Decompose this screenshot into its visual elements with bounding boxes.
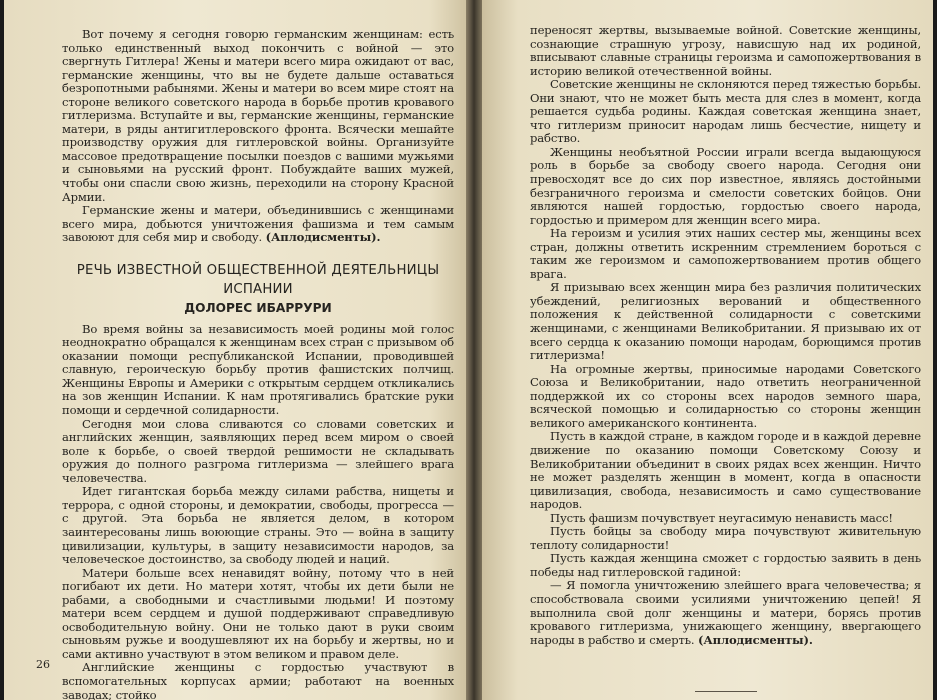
left-paragraph: Во время войны за независимость моей родины мой голос неоднократно обращался к женщинам всех стран с призывом об оказании помощи республиканской Испании, проводившей славную, героическую борьбу против фашистских полчищ. Женщины Европы и Америки с открытым сердцем откликались на зов женщин Испании. К нам протягивались братские руки помощи и сердечной солидарности. <box>62 321 454 418</box>
book-gutter <box>466 0 482 700</box>
left-paragraph <box>62 204 454 245</box>
right-page <box>482 0 933 700</box>
left-paragraph: Сегодня мои слова сливаются со словами советских и английских женщин, заявляющих перед всем миром о своей воле к борьбе, о своей твердой решимости не складывать оружия до полного разгрома гитлеризма — злейшего врага человечества. <box>62 416 454 485</box>
right-paragraph: переносят жертвы, вызываемые войной. Советские женщины, сознающие страшную угрозу, нависшую над их родиной, вписывают славные страницы героизма и самопожертвования в историю великой отечественной войны. <box>530 23 921 78</box>
right-paragraph: Женщины необъятной России играли всегда выдающуюся роль в борьбе за свободу своего народа. Сегодня они превосходят все до сих пор известное, являясь достойными безграничного героизма и смелости советских бойцов. Они являются нашей гордостью, гордостью своего народа, гордостью и примером для женщин всего мира. <box>530 144 921 227</box>
left-paragraph: Идет гигантская борьба между силами рабства, нищеты и террора, с одной стороны, и демократии, свободы, прогресса — с другой. Эта борьба не является делом, в котором заинтересованы лишь воюющие страны. Это — война в защиту цивилизации, культуры, в защиту независимости народов, за человеческое достоинство, за свободу людей и наций. <box>62 484 454 567</box>
section-divider <box>695 691 757 692</box>
right-paragraph: Пусть в каждой стране, в каждом городе и в каждой деревне движение по оказанию помощи Советскому Союзу и Великобритании объединит в своих рядах всех женщин. Ничто не может разделять женщин в момент, когда в опасности цивилизация, свобода, независимость и само существование народов. <box>530 429 921 512</box>
right-paragraph: На героизм и усилия этих наших сестер мы, женщины всех стран, должны ответить искренним стремлением бороться с таким же героизмом и самопожертвованием против общего врага. <box>530 226 921 281</box>
right-paragraph: На огромные жертвы, приносимые народами Советского Союза и Великобритании, надо ответить неограниченной поддержкой их со стороны всех народов земного шара, всяческой помощью и солидарностью со стороны женщин великого американского континента. <box>530 361 921 430</box>
paragraph-text: — Я помогла уничтожению злейшего врага человечества; я способствовала своими усилиями уничтожению цепей! Я выполнила свой долг женщины и матери, борясь против кровавого гитлеризма, унижающего женщину, ввергающего народы в рабство и смерть. <box>530 578 921 647</box>
right-paragraph: Советские женщины не склоняются перед тяжестью борьбы. Они знают, что не может быть места для слез в момент, когда решается судьба родины. Каждая советская женщина знает, что гитлеризм приносит народам лишь бесчестие, нищету и рабство. <box>530 77 921 146</box>
paragraph-text: Германские жены и матери, объединившись с женщинами всего мира, добьются уничтожения фашизма и тем самым завоюют для себя мир и свободу. <box>62 203 454 245</box>
right-paragraph <box>530 579 921 647</box>
left-paragraph: Вот почему я сегодня говорю германским женщинам: есть только единственный выход покончить с войной — это свергнуть Гитлера! Жены и матери всего мира ожидают от вас, германские женщины, что вы не будете дальше оставаться безропотными рабынями. Жены и матери во всем мире стоят на стороне великого советского народа в борьбе против кровавого гитлеризма. Вступайте и вы, германские женщины, германские матери, в ряды антигитлеровского фронта. Всячески мешайте производству оружия для гитлеровской войны. Организуйте массовое предотвращение посылки поездов с вашими мужьями и сыновьями на русский фронт. Побуждайте ваших мужей, чтобы они спасли свою жизнь, переходили на сторону Красной Армии. <box>62 27 454 204</box>
speech-heading <box>62 261 454 299</box>
speaker-name: ДОЛОРЕС ИБАРРУРИ <box>184 300 332 315</box>
applause-note: (Аплодисменты). <box>265 230 381 245</box>
speech-heading-line: ИСПАНИИ <box>223 281 293 297</box>
left-paragraph: Английские женщины с гордостью участвуют в вспомогательных корпусах армии; работают на военных заводах; стойко <box>62 660 454 700</box>
right-paragraph: Пусть фашизм почувствует неугасимую ненависть масс! <box>550 510 893 525</box>
right-paragraph: Пусть каждая женщина сможет с гордостью заявить в день победы над гитлеровской гадиной: <box>530 551 921 579</box>
speech-heading-line: РЕЧЬ ИЗВЕСТНОЙ ОБЩЕСТВЕННОЙ ДЕЯТЕЛЬНИЦЫ <box>76 262 440 278</box>
left-paragraph: Матери больше всех ненавидят войну, потому что в ней погибают их дети. Но матери хотят, чтобы их дети были не рабами, а свободными и счастливыми людьми! И поэтому матери всем сердцем и душой поддерживают справедливую освободительную войну. Они не только дают в руки своим сыновьям ружье и воодушевляют их на борьбу и жертвы, но и сами активно участвуют в этом великом и правом деле. <box>62 565 454 661</box>
right-paragraph: Я призываю всех женщин мира без различия политических убеждений, религиозных верований и общественного положения к действенной солидарности с советскими женщинами, с женщинами Великобритании. Я призываю их от всего сердца к оказанию помощи народам, борющимся против гитлеризма! <box>530 280 921 363</box>
applause-note: (Аплодисменты). <box>697 632 813 647</box>
right-paragraph: Пусть бойцы за свободу мира почувствуют живительную теплоту солидарности! <box>530 524 921 552</box>
page-number: 26 <box>36 658 50 671</box>
left-page <box>4 0 466 700</box>
